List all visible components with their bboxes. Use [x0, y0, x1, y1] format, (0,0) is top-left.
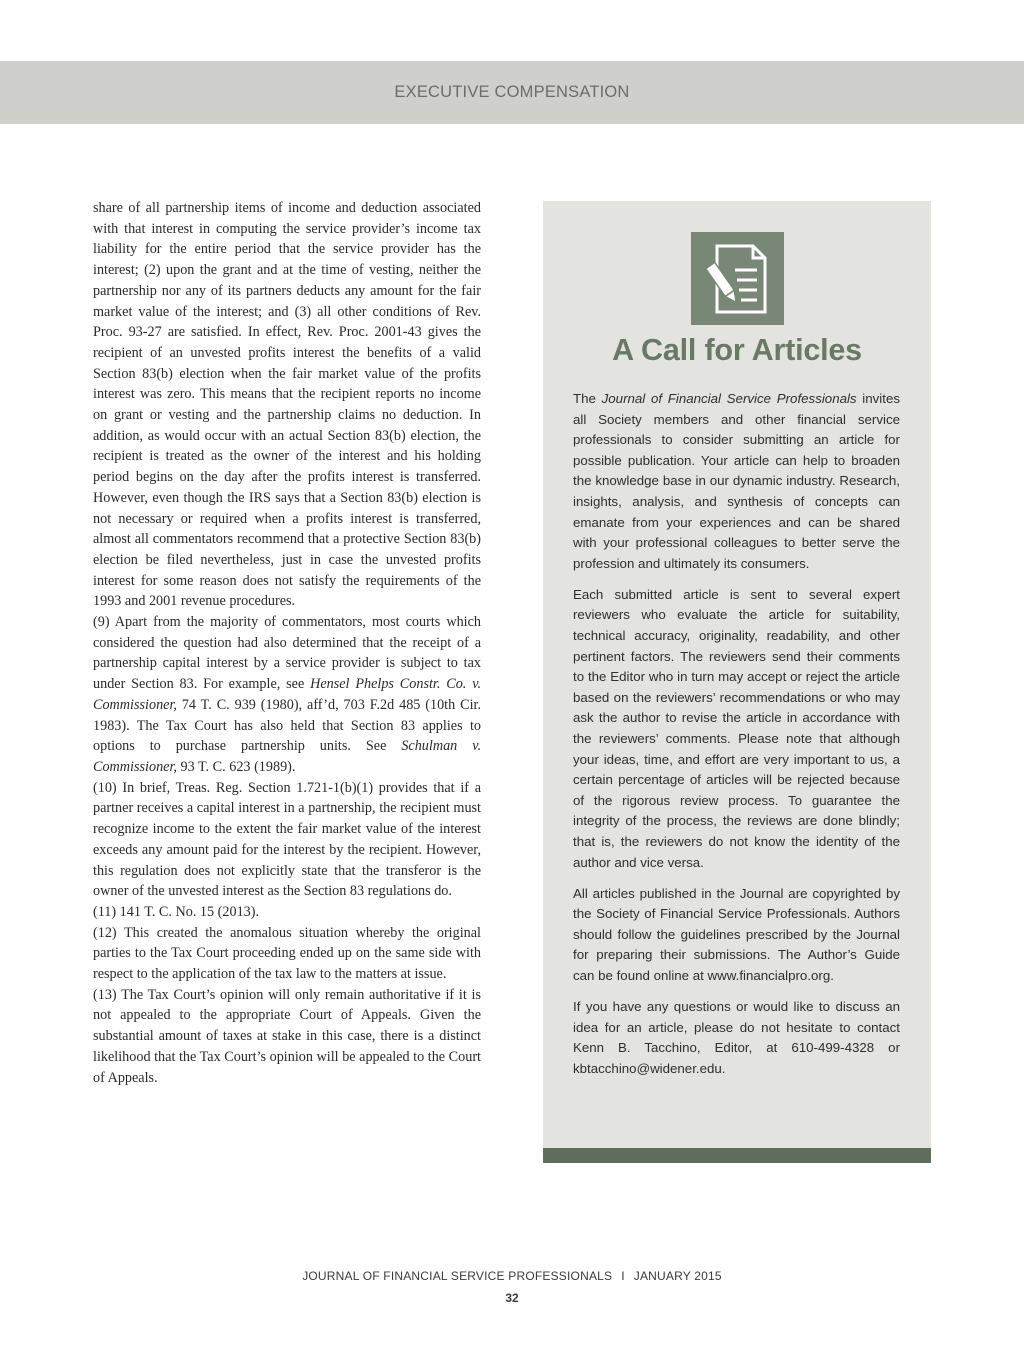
footer-separator: I	[621, 1269, 625, 1283]
section-title: EXECUTIVE COMPENSATION	[394, 83, 630, 101]
case-citation: Schulman v. Commissioner,	[93, 738, 481, 775]
page-number: 32	[505, 1291, 519, 1305]
sidebar-title: A Call for Articles	[612, 333, 862, 367]
footnote-13: (13) The Tax Court’s opinion will only remain authoritative if it is not appealed to the appropriate Court of Appeals. Given the substantial amount of taxes at stake in this case, there is a distinct likelihood that the Tax Court’s opinion will be appealed to the Court of Appeals.	[93, 986, 481, 1086]
sidebar-body	[573, 389, 900, 1090]
footer-journal: JOURNAL OF FINANCIAL SERVICE PROFESSIONALS	[302, 1269, 613, 1283]
case-citation: Hensel Phelps Constr. Co. v. Commissioner,	[93, 676, 481, 713]
sidebar-paragraph-2: Each submitted article is sent to several expert reviewers who evaluate the article for suitability, technical accuracy, originality, readability, and other pertinent factors. The reviewers send their comments to the Editor who in turn may accept or reject the article based on the reviewers’ recommendations or who may ask the author to revise the article in accordance with the reviewers’ comments. Please note that although your ideas, time, and effort are very important to us, a certain percentage of articles will be rejected because of the rigorous review process. To guarantee the integrity of the process, the reviews are done blindly; that is, the reviewers do not know the identity of the author and vice versa.	[573, 586, 900, 870]
footnote-12: (12) This created the anomalous situation whereby the original parties to the Tax Court proceeding ended up on the same side with respect to the application of the tax law to the matters at issue.	[93, 924, 481, 983]
sidebar-paragraph-4: If you have any questions or would like to discuss an idea for an article, please do not hesitate to contact Kenn B. Tacchino, Editor, at 610-499-4328 or kbtacchino@widener.edu.	[573, 999, 900, 1076]
footnote-11: (11) 141 T. C. No. 15 (2013).	[93, 903, 260, 920]
footnote-10: (10) In brief, Treas. Reg. Section 1.721-1(b)(1) provides that if a partner receives a capital interest in a partnership, the recipient must recognize income to the extent the fair market value of the interest exceeds any amount paid for the interest by the recipient. However, this regulation does not explicitly state that the transferor is the owner of the unvested interest as the Section 83 regulations do.	[93, 779, 481, 900]
footnotes-column	[93, 198, 481, 1088]
page-footer	[0, 1269, 1024, 1283]
footnote-9: (9) Apart from the majority of commentators, most courts which considered the question had also determined that the receipt of a partnership capital interest by a service provider is subject to tax under Section 83. For example, see Hensel Phelps Constr. Co. v. Commissioner, 74 T. C. 939 (1980), aff’d, 703 F.2d 485 (10th Cir. 1983). The Tax Court has also held that Section 83 applies to options to purchase partnership units. See Schulman v. Commissioner, 93 T. C. 623 (1989).	[93, 614, 481, 775]
document-pencil-icon	[691, 232, 784, 325]
footer-date: JANUARY 2015	[633, 1269, 722, 1283]
sidebar-bottom-bar	[543, 1148, 931, 1163]
sidebar-paragraph-3: All articles published in the Journal are copyrighted by the Society of Financial Service Professionals. Authors should follow the guidelines prescribed by the Journal for preparing their submissions. The Author’s Guide can be found online at www.financialpro.org.	[573, 885, 900, 984]
journal-name: Journal of Financial Service Professionals	[601, 391, 857, 406]
footnote-paragraph: share of all partnership items of income and deduction associated with that interest in computing the service provider’s income tax liability for the entire period that the service provider has the interest; (2) upon the grant and at the time of vesting, neither the partnership nor any of its partners deducts any amount for the fair market value of the interest; and (3) all other conditions of Rev. Proc. 93-27 are satisfied. In effect, Rev. Proc. 2001-43 gives the recipient of an unvested profits interest the benefits of a valid Section 83(b) election when the fair market value of the profits interest was zero. This means that the recipient reports no income on grant or vesting and the partnership claims no deduction. In addition, as would occur with an actual Section 83(b) election, the recipient is treated as the owner of the interest and his holding period begins on the day after the profits interest is transferred. However, even though the IRS says that a Section 83(b) election is not necessary or required when a profits interest is transferred, almost all commentators recommend that a protective Section 83(b) election be filed nevertheless, just in case the unvested profits interest for some reason does not satisfy the requirements of the 1993 and 2001 revenue procedures.	[93, 200, 481, 610]
sidebar-paragraph-1: The Journal of Financial Service Professionals invites all Society members and other financial service professionals to consider submitting an article for possible publication. Your article can help to broaden the knowledge base in our dynamic industry. Research, insights, analysis, and synthesis of concepts can emanate from your experiences and can be shared with your professional colleagues to better serve the profession and ultimately its consumers.	[573, 391, 901, 571]
